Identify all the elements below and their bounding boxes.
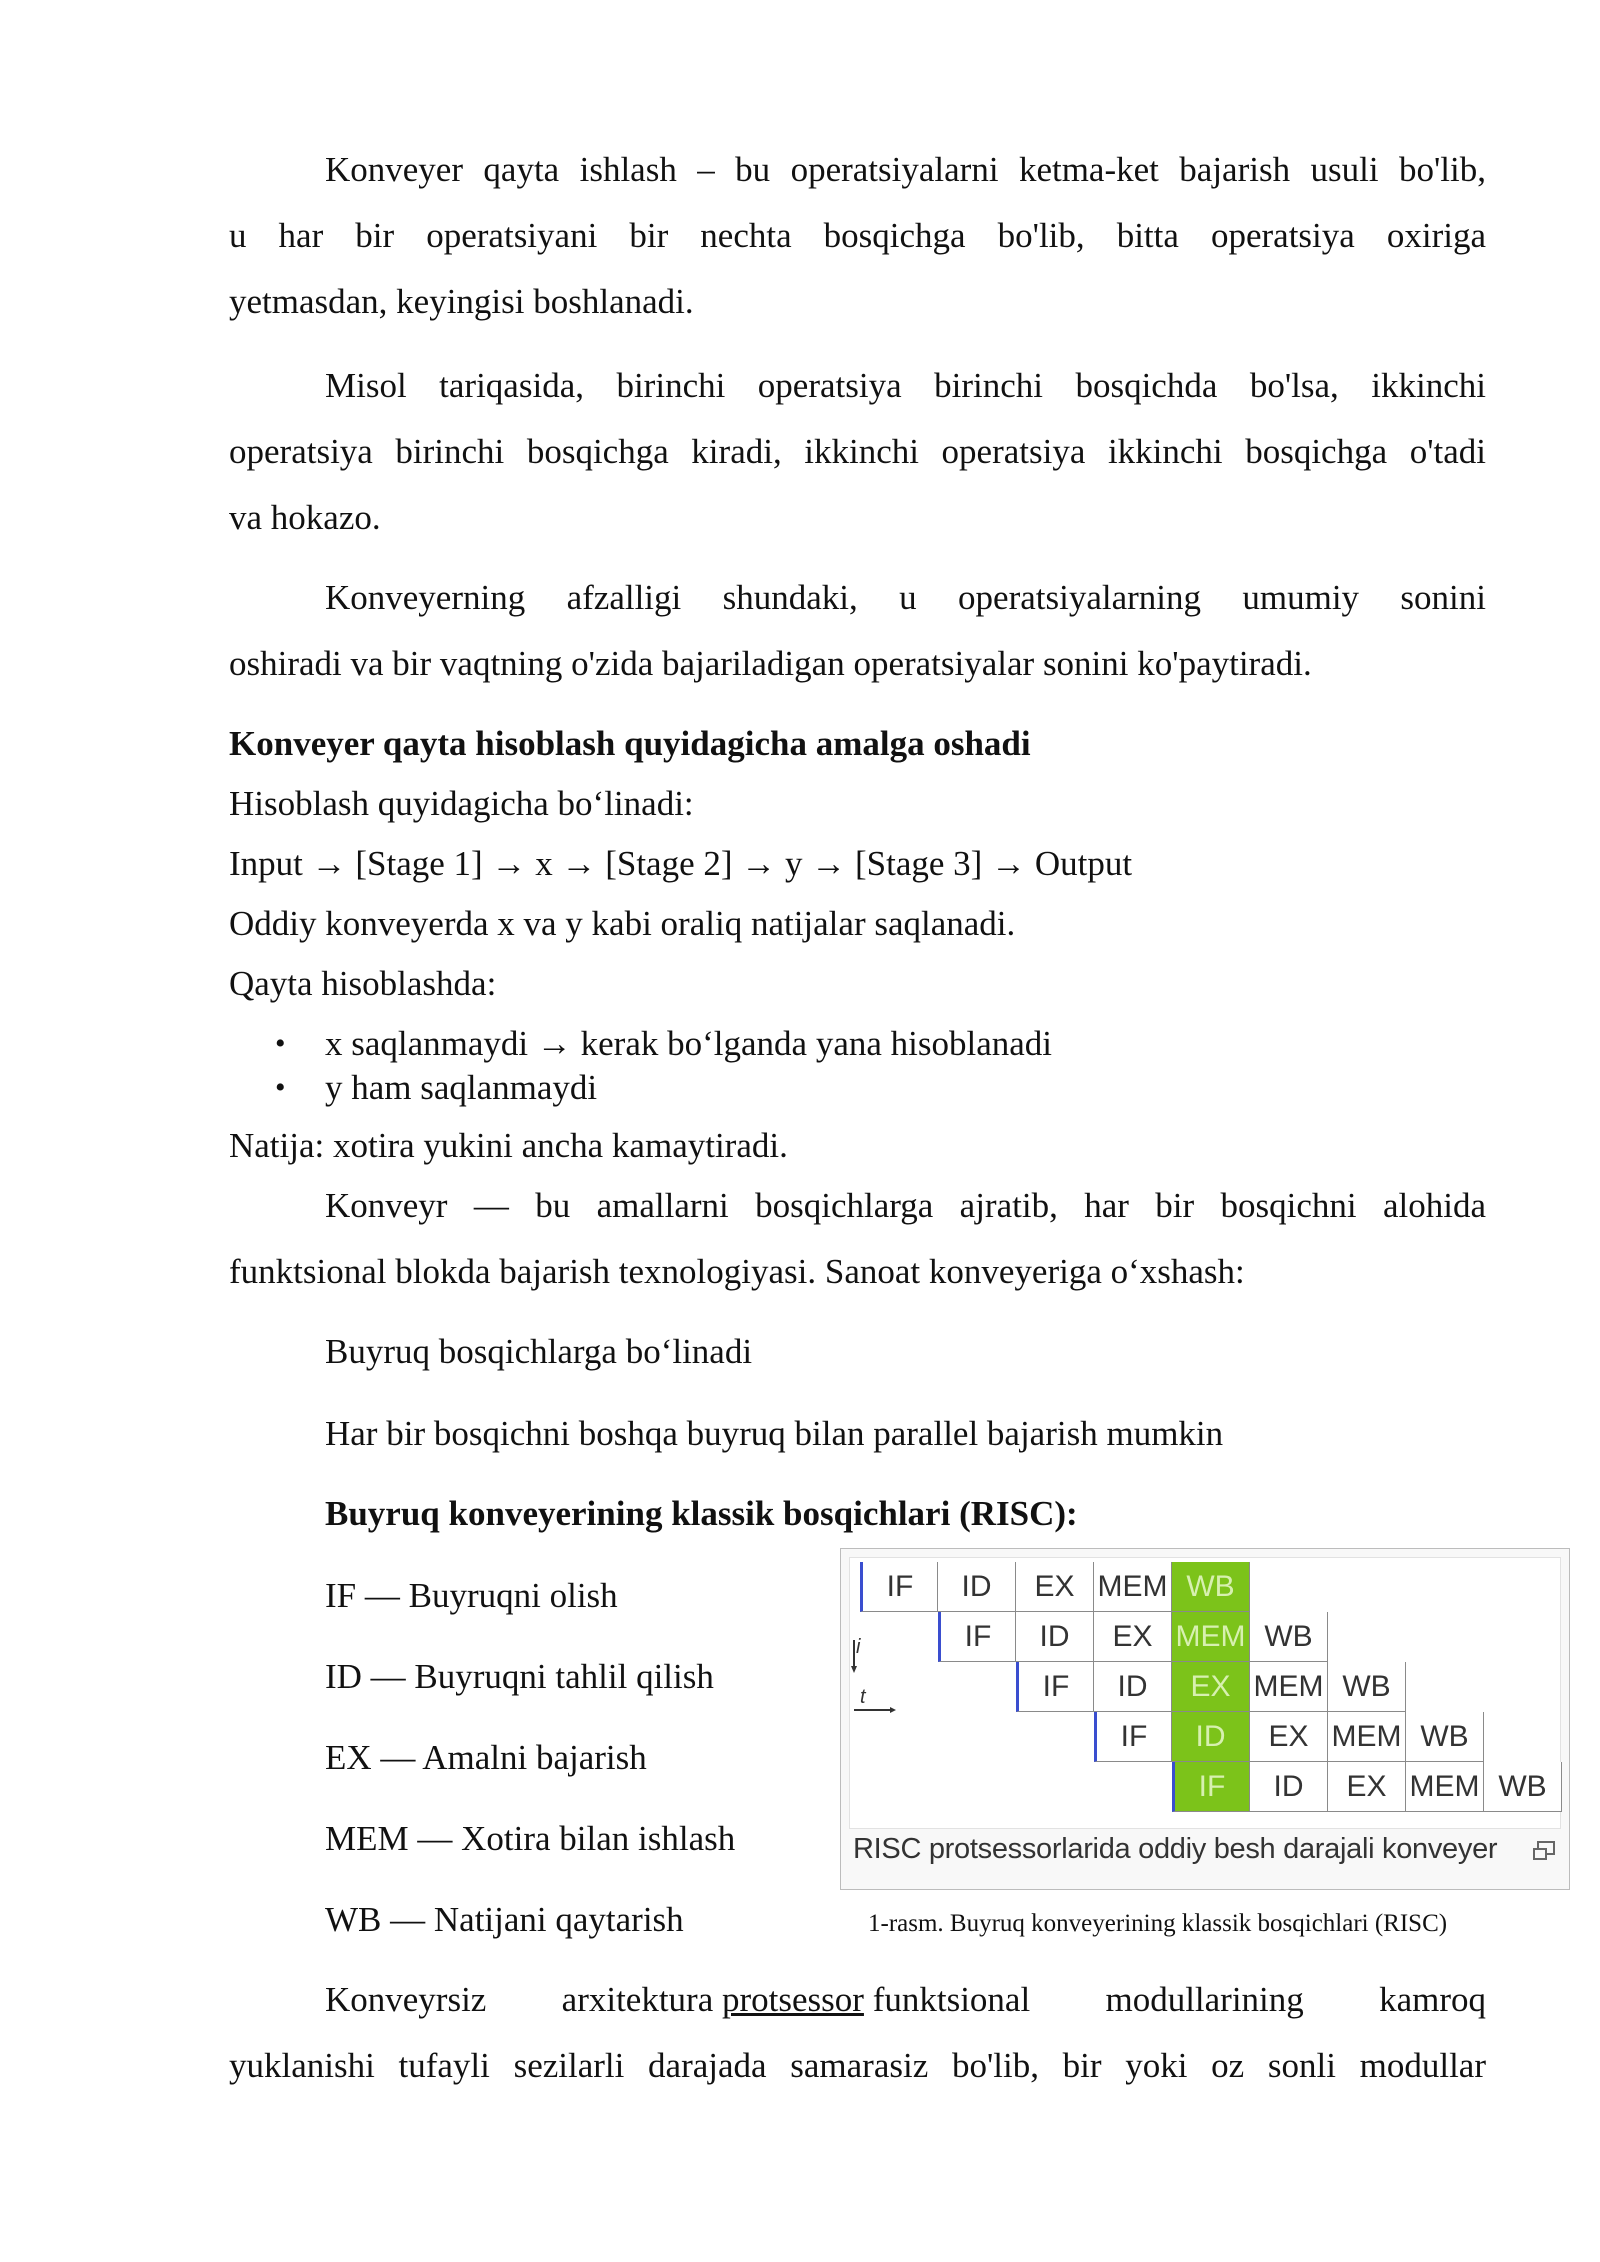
stage-item-wb: WB — Natijani qaytarish <box>325 1900 684 1939</box>
konveyr-line-1: Konveyr — bu amallarni bosqichlarga ajratib, har bir bosqichni alohida <box>325 1186 1486 1225</box>
closing-line-2: yuklanishi tufayli sezilarli darajada samarasiz bo'lib, bir yoki oz sonli modullar <box>229 2046 1486 2085</box>
pipeline-formula: Input → [Stage 1] → x → [Stage 2] → y → [Stage 3] → Output <box>229 844 1133 883</box>
bullet-item-2: y ham saqlanmaydi <box>325 1068 598 1107</box>
konveyr-item-1: Buyruq bosqichlarga bo‘linadi <box>325 1332 753 1371</box>
figure-caption: RISC protsessorlarida oddiy besh darajali konveyer <box>853 1833 1498 1865</box>
pipeline-cell-mem: MEM <box>1250 1662 1328 1712</box>
konveyr-item-2: Har bir bosqichni boshqa buyruq bilan parallel bajarish mumkin <box>325 1414 1224 1453</box>
stage-item-if: IF — Buyruqni olish <box>325 1576 618 1615</box>
pipeline-cell-if: IF <box>1016 1662 1094 1712</box>
stage-item-ex: EX — Amalni bajarish <box>325 1738 647 1777</box>
pipeline-cell-if: IF <box>1094 1712 1172 1762</box>
closing-word: kamroq <box>1379 1980 1486 2019</box>
protsessor-link[interactable]: protsessor <box>722 1980 864 2019</box>
stage-item-mem: MEM — Xotira bilan ishlash <box>325 1819 736 1858</box>
pipeline-diagram <box>849 1557 1561 1829</box>
pipeline-cell-ex: EX <box>1094 1612 1172 1662</box>
pipeline-cell-if: IF <box>938 1612 1016 1662</box>
pipeline-cell-id: ID <box>1016 1612 1094 1662</box>
stages-heading: Buyruq konveyerining klassik bosqichlari (RISC): <box>325 1494 1078 1533</box>
closing-word: funktsional <box>872 1980 1031 2019</box>
closing-line-1 <box>325 1978 1486 2022</box>
paragraph-2-line-2: operatsiya birinchi bosqichga kiradi, ikkinchi operatsiya ikkinchi bosqichga o'tadi <box>229 432 1486 471</box>
pipeline-figure <box>840 1548 1570 1890</box>
closing-word: Konveyrsiz <box>325 1980 487 2019</box>
section-line-4: Qayta hisoblashda: <box>229 964 497 1003</box>
pipeline-cell-wb: WB <box>1484 1762 1562 1812</box>
pipeline-cell-ex: EX <box>1328 1762 1406 1812</box>
paragraph-2-line-3: va hokazo. <box>229 498 381 537</box>
pipeline-cell-id: ID <box>1094 1662 1172 1712</box>
paragraph-3-line-2: oshiradi va bir vaqtning o'zida bajariladigan operatsiyalar sonini ko'paytiradi. <box>229 644 1312 683</box>
pipeline-cell-ex: EX <box>1172 1662 1250 1712</box>
bullet-dot: • <box>275 1027 286 1060</box>
pipeline-cell-ex: EX <box>1250 1712 1328 1762</box>
pipeline-cell-wb: WB <box>1250 1612 1328 1662</box>
paragraph-2-line-1: Misol tariqasida, birinchi operatsiya birinchi bosqichda bo'lsa, ikkinchi <box>325 366 1486 405</box>
expand-icon[interactable] <box>1537 1841 1555 1855</box>
closing-word <box>562 1978 1031 2022</box>
paragraph-1-line-2: u har bir operatsiyani bir nechta bosqichga bo'lib, bitta operatsiya oxiriga <box>229 216 1486 255</box>
bullet-dot: • <box>275 1071 286 1104</box>
pipeline-cell-mem: MEM <box>1172 1612 1250 1662</box>
pipeline-cell-if: IF <box>1172 1762 1250 1812</box>
bullet-item-1: x saqlanmaydi → kerak bo‘lganda yana hisoblanadi <box>325 1024 1053 1063</box>
paragraph-1-line-3: yetmasdan, keyingisi boshlanadi. <box>229 282 694 321</box>
pipeline-cell-wb: WB <box>1406 1712 1484 1762</box>
closing-word: arxitektura <box>561 1980 714 2019</box>
pipeline-cell-wb: WB <box>1172 1562 1250 1612</box>
axis-i-label: i <box>856 1636 861 1658</box>
section-result: Natija: xotira yukini ancha kamaytiradi. <box>229 1126 788 1165</box>
axis-t-label: t <box>860 1686 866 1708</box>
pipeline-cell-mem: MEM <box>1094 1562 1172 1612</box>
pipeline-cell-ex: EX <box>1016 1562 1094 1612</box>
section-heading: Konveyer qayta hisoblash quyidagicha amalga oshadi <box>229 724 1031 763</box>
konveyr-line-2: funktsional blokda bajarish texnologiyasi. Sanoat konveyeriga o‘xshash: <box>229 1252 1245 1291</box>
pipeline-cell-mem: MEM <box>1328 1712 1406 1762</box>
pipeline-cell-wb: WB <box>1328 1662 1406 1712</box>
pipeline-cell-mem: MEM <box>1406 1762 1484 1812</box>
stage-item-id: ID — Buyruqni tahlil qilish <box>325 1657 714 1696</box>
paragraph-1-line-1: Konveyer qayta ishlash – bu operatsiyalarni ketma-ket bajarish usuli bo'lib, <box>325 150 1486 189</box>
section-line-1: Hisoblash quyidagicha bo‘linadi: <box>229 784 694 823</box>
section-line-3: Oddiy konveyerda x va y kabi oraliq natijalar saqlanadi. <box>229 904 1016 943</box>
pipeline-cell-id: ID <box>938 1562 1016 1612</box>
closing-word: modullarining <box>1105 1980 1304 2019</box>
paragraph-3-line-1: Konveyerning afzalligi shundaki, u operatsiyalarning umumiy sonini <box>325 578 1486 617</box>
pipeline-cell-if: IF <box>860 1562 938 1612</box>
pipeline-cell-id: ID <box>1250 1762 1328 1812</box>
figure-label: 1-rasm. Buyruq konveyerining klassik bosqichlari (RISC) <box>868 1910 1448 1937</box>
pipeline-cell-id: ID <box>1172 1712 1250 1762</box>
